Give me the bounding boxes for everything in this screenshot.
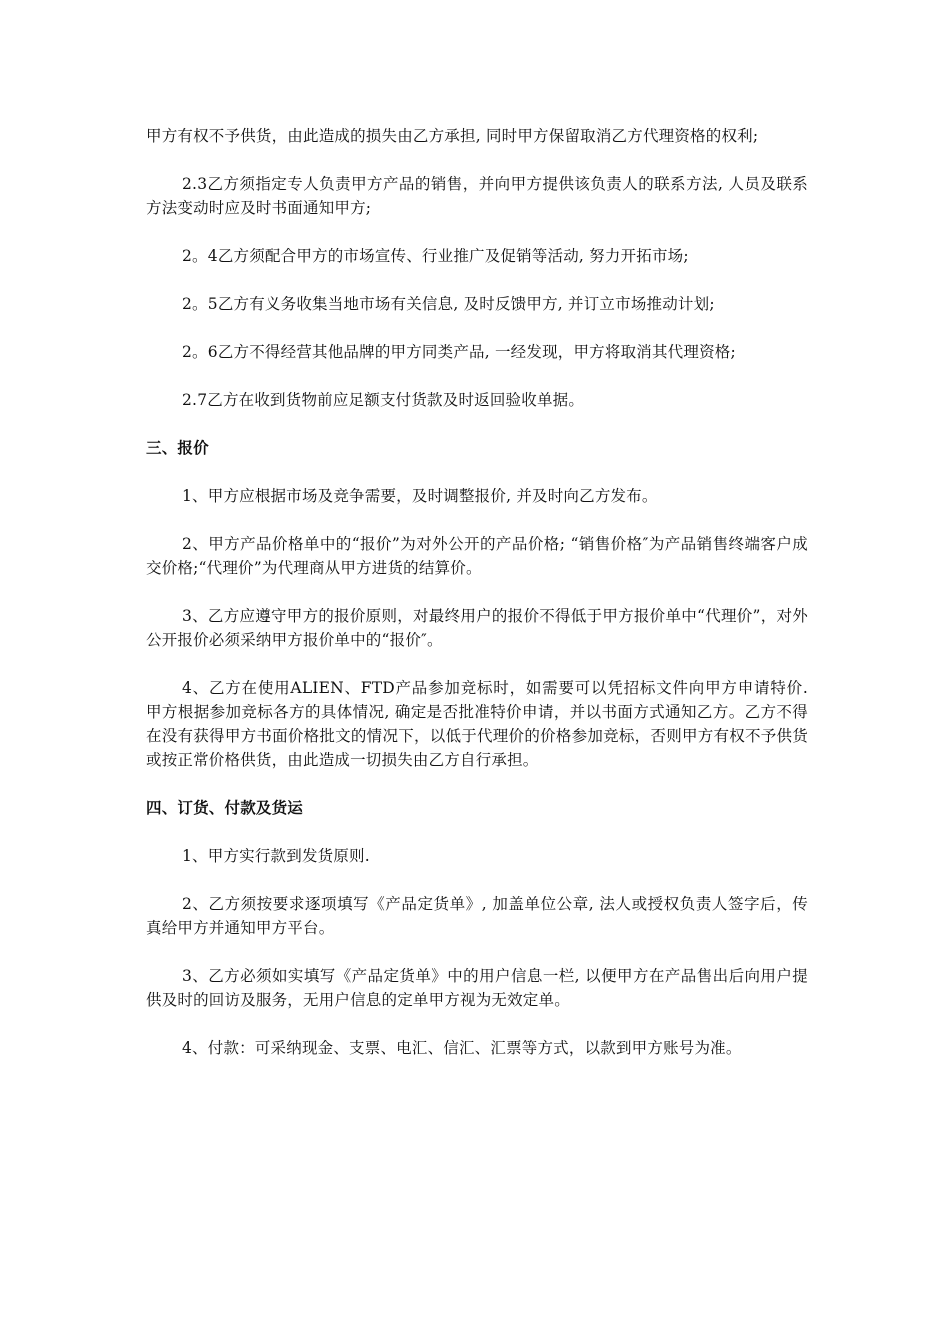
paragraph: 2.7乙方在收到货物前应足额支付货款及时返回验收单据。 xyxy=(182,391,585,409)
section-heading: 四、订货、付款及货运 xyxy=(146,798,304,817)
paragraph: 2.3乙方须指定专人负责甲方产品的销售，并向甲方提供该负责人的联系方法, 人员及联系方法变动时应及时书面通知甲方; xyxy=(146,175,808,217)
paragraph: 2。5乙方有义务收集当地市场有关信息, 及时反馈甲方, 并订立市场推动计划; xyxy=(182,295,715,313)
document-page xyxy=(146,124,808,1084)
paragraph: 4、乙方在使用ALIEN、FTD产品参加竞标时，如需要可以凭招标文件向甲方申请特价. 甲方根据参加竞标各方的具体情况, 确定是否批准特价申请，并以书面方式通知乙方。乙方不得在没有获得甲方书面价格批文的情况下，以低于代理价的价格参加竞标，否则甲方有权不予供货或按正常价格供货，由此造成一切损失由乙方自行承担。 xyxy=(146,679,808,769)
paragraph: 2。6乙方不得经营其他品牌的甲方同类产品, 一经发现，甲方将取消其代理资格; xyxy=(182,343,736,361)
paragraph: 1、甲方实行款到发货原则. xyxy=(182,847,370,865)
paragraph: 3、乙方必须如实填写《产品定货单》中的用户信息一栏, 以便甲方在产品售出后向用户提供及时的回访及服务，无用户信息的定单甲方视为无效定单。 xyxy=(146,967,808,1009)
section-heading: 三、报价 xyxy=(146,438,209,457)
paragraph: 2、甲方产品价格单中的“报价”为对外公开的产品价格; “销售价格″为产品销售终端客户成交价格;“代理价”为代理商从甲方进货的结算价。 xyxy=(146,535,808,577)
paragraph: 1、甲方应根据市场及竞争需要，及时调整报价, 并及时向乙方发布。 xyxy=(182,487,658,505)
paragraph: 2、乙方须按要求逐项填写《产品定货单》, 加盖单位公章, 法人或授权负责人签字后，传真给甲方并通知甲方平台。 xyxy=(146,895,808,937)
paragraph: 3、乙方应遵守甲方的报价原则，对最终用户的报价不得低于甲方报价单中“代理价”，对外公开报价必须采纳甲方报价单中的“报价″。 xyxy=(146,607,808,649)
paragraph: 4、付款：可采纳现金、支票、电汇、信汇、汇票等方式，以款到甲方账号为准。 xyxy=(182,1039,742,1057)
paragraph: 甲方有权不予供货，由此造成的损失由乙方承担, 同时甲方保留取消乙方代理资格的权利; xyxy=(146,127,759,145)
paragraph: 2。4乙方须配合甲方的市场宣传、行业推广及促销等活动, 努力开拓市场; xyxy=(182,247,689,265)
